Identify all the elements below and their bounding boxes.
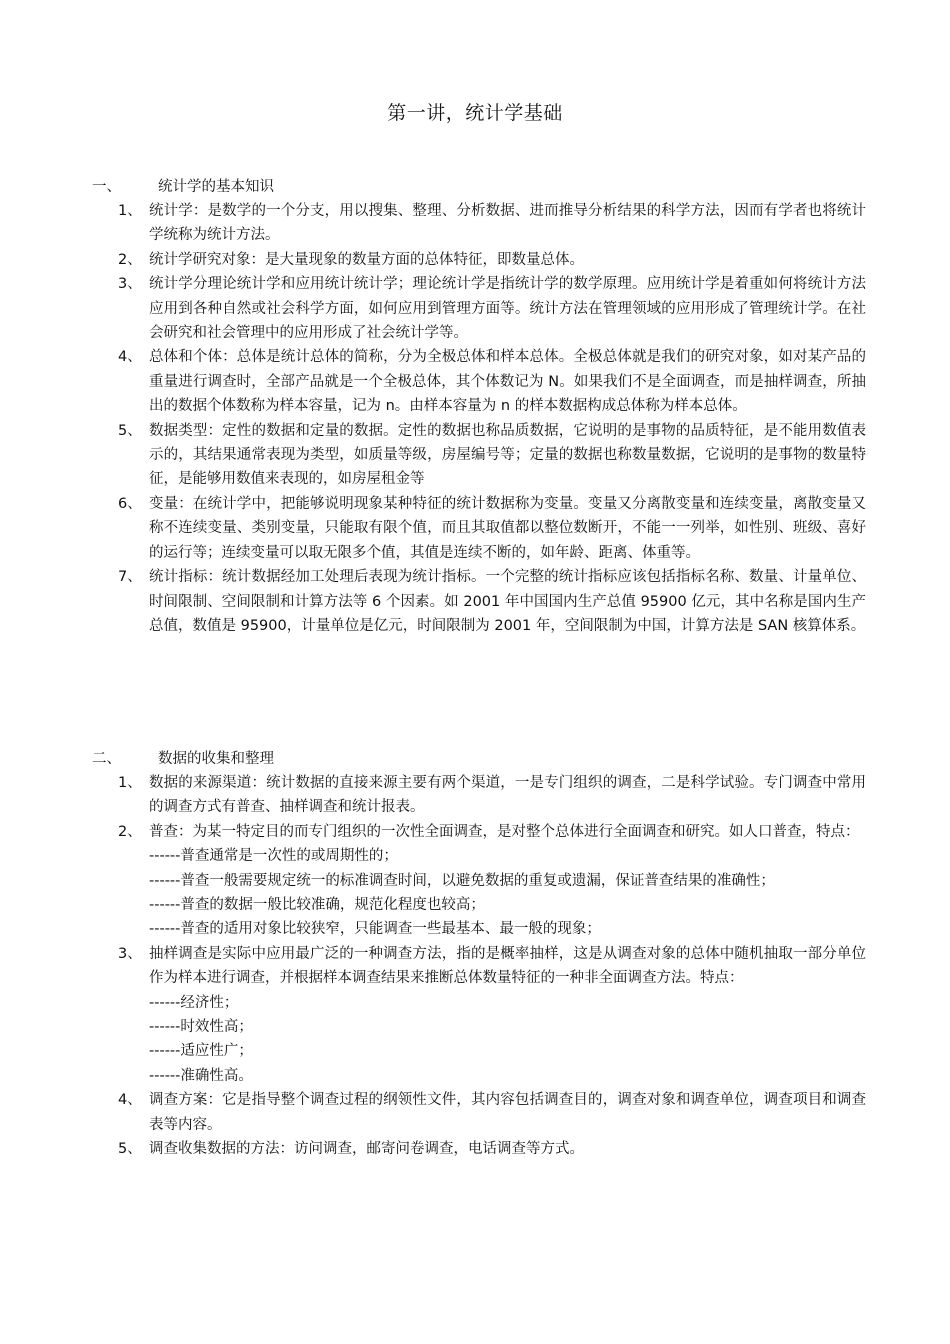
list-item xyxy=(118,820,866,942)
list-item xyxy=(118,565,866,638)
item-number: 4、 xyxy=(118,349,142,366)
sub-point: ------普查的数据一般比较准确，规范化程度也较高； xyxy=(149,897,485,914)
section-heading-2 xyxy=(92,747,274,771)
section-1-list xyxy=(118,199,866,638)
document-title: 第一讲，统计学基础 xyxy=(387,102,563,124)
item-text: 统计学分理论统计学和应用统计统计学；理论统计学是指统计学的数学原理。应用统计学是着重如何将统计方法应用到各种自然或社会科学方面，如何应用到管理方面等。统计方法在管理领域的应用形成了管理统计学。在社会研究和社会管理中的应用形成了社会统计学等。 xyxy=(149,276,866,342)
item-number: 5、 xyxy=(118,422,142,439)
item-number: 1、 xyxy=(118,775,142,791)
list-item xyxy=(118,199,866,248)
item-text: 统计学研究对象：是大量现象的数量方面的总体特征，即数量总体。 xyxy=(149,251,584,268)
list-item xyxy=(118,345,866,418)
sub-point: ------适应性广； xyxy=(149,1043,253,1060)
list-item xyxy=(118,771,866,820)
item-number: 4、 xyxy=(118,1092,142,1109)
item-text: 抽样调查是实际中应用最广泛的一种调查方法，指的是概率抽样，这是从调查对象的总体中随机抽取一部分单位作为样本进行调查，并根据样本调查结果来推断总体数量特征的一种非全面调查方法。特点： xyxy=(149,945,866,987)
sub-point: ------普查一般需要规定统一的标准调查时间，以避免数据的重复或遗漏，保证普查结果的准确性； xyxy=(149,872,775,889)
list-item xyxy=(118,1137,866,1161)
item-number: 1、 xyxy=(118,203,142,219)
sub-point: ------普查通常是一次性的或周期性的； xyxy=(149,848,398,865)
section-2-list xyxy=(118,771,866,1162)
item-text: 普查：为某一特定目的而专门组织的一次性全面调查，是对整个总体进行全面调查和研究。如人口普查，特点： xyxy=(149,823,860,840)
item-number: 3、 xyxy=(118,945,142,962)
section-title: 数据的收集和整理 xyxy=(158,751,274,767)
item-text: 数据类型：定性的数据和定量的数据。定性的数据也称品质数据，它说明的是事物的品质特征，是不能用数值表示的，其结果通常表现为类型，如质量等级，房屋编号等；定量的数据也称数量数据，它说明的是事物的数量特征，是能够用数值来表现的，如房屋租金等 xyxy=(149,422,866,488)
list-item xyxy=(118,272,866,345)
sub-point: ------普查的适用对象比较狭窄，只能调查一些最基本、最一般的现象； xyxy=(149,921,601,938)
section-number: 二、 xyxy=(92,751,121,767)
item-text: 统计学：是数学的一个分支，用以搜集、整理、分析数据、进而推导分析结果的科学方法，因而有学者也将统计学统称为统计方法。 xyxy=(149,203,866,244)
item-text: 总体和个体：总体是统计总体的简称，分为全极总体和样本总体。全极总体就是我们的研究对象，如对某产品的重量进行调查时，全部产品就是一个全极总体，其个体数记为 N。如果我们不是全面调查，而是抽样调查，所抽出的数据个体数称为样本容量，记为 n。由样本容量为 n 的样本数据构成总体称为样本总体。 xyxy=(149,349,866,415)
item-number: 5、 xyxy=(118,1141,142,1158)
item-number: 2、 xyxy=(118,251,142,268)
item-number: 2、 xyxy=(118,823,142,840)
item-text: 调查收集数据的方法：访问调查，邮寄问卷调查，电话调查等方式。 xyxy=(149,1141,584,1158)
section-title: 统计学的基本知识 xyxy=(158,179,274,195)
list-item xyxy=(118,248,866,272)
item-text: 调查方案：它是指导整个调查过程的纲领性文件，其内容包括调查目的，调查对象和调查单位，调查项目和调查表等内容。 xyxy=(149,1092,866,1133)
item-number: 7、 xyxy=(118,569,142,586)
sub-point: ------准确性高。 xyxy=(149,1067,253,1084)
item-text: 统计指标：统计数据经加工处理后表现为统计指标。一个完整的统计指标应该包括指标名称、数量、计量单位、时间限制、空间限制和计算方法等 6 个因素。如 2001 年中国国内生产总值 95900 亿元，其中名称是国内生产总值，数值是 95900，计量单位是亿元，时间限制为 2001 年，空间限制为中国，计算方法是 SAN 核算体系。 xyxy=(149,569,866,634)
list-item xyxy=(118,942,866,1088)
list-item xyxy=(118,492,866,565)
item-text: 变量：在统计学中，把能够说明现象某种特征的统计数据称为变量。变量又分离散变量和连续变量，离散变量又称不连续变量、类别变量，只能取有限个值，而且其取值都以整位数断开，不能一一列举，如性别、班级、喜好的运行等；连续变量可以取无限多个值，其值是连续不断的，如年龄、距离、体重等。 xyxy=(149,495,866,561)
section-number: 一、 xyxy=(92,179,121,195)
sub-point: ------经济性； xyxy=(149,994,239,1011)
sub-point: ------时效性高； xyxy=(149,1019,253,1036)
list-item xyxy=(118,419,866,492)
item-text: 数据的来源渠道：统计数据的直接来源主要有两个渠道，一是专门组织的调查，二是科学试验。专门调查中常用的调查方式有普查、抽样调查和统计报表。 xyxy=(149,775,866,816)
item-number: 6、 xyxy=(118,495,142,512)
section-heading-1 xyxy=(92,175,274,199)
list-item xyxy=(118,1088,866,1137)
item-number: 3、 xyxy=(118,276,142,293)
